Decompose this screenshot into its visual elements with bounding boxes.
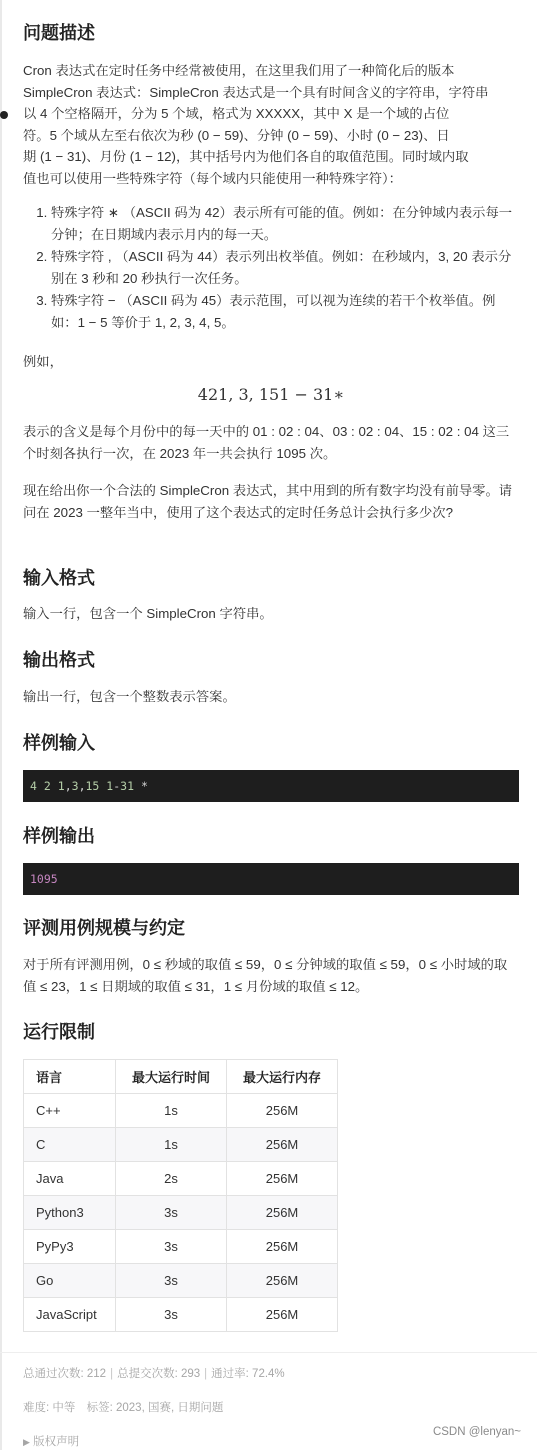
intro-line-3: 以 4 个空格隔开，分为 5 个域，格式为 XXXXX，其中 X 是一个域的占位	[23, 106, 450, 121]
caret-right-icon: ▶	[23, 1437, 30, 1447]
code-token: 1	[106, 779, 114, 793]
code-token: 4	[30, 779, 37, 793]
list-item: 1. 特殊字符 ∗ （ASCII 码为 42）表示所有可能的值。例如：在分钟域内表示每一分钟；在日期域内表示月内的每一天。	[51, 202, 521, 245]
special-char-list	[23, 202, 521, 334]
cell-time: 3s	[116, 1264, 227, 1298]
cell-language: C++	[24, 1094, 116, 1128]
cell-language: Python3	[24, 1196, 116, 1230]
example-math: 421, 3, 151 − 31∗	[197, 385, 345, 404]
cell-memory: 256M	[227, 1128, 338, 1162]
intro-line-1: Cron 表达式在定时任务中经常被使用，在这里我们用了一种简化后的版本	[23, 63, 455, 78]
output-format-text: 输出一行，包含一个整数表示答案。	[23, 689, 236, 704]
sample-output-title: 样例输出	[23, 826, 95, 846]
cell-memory: 256M	[227, 1094, 338, 1128]
cell-language: Java	[24, 1162, 116, 1196]
input-format-text: 输入一行，包含一个 SimpleCron 字符串。	[23, 606, 273, 621]
stat-passed: 总通过次数: 212	[23, 1368, 107, 1380]
constraints-text: 对于所有评测用例，0 ≤ 秒域的取值 ≤ 59，0 ≤ 分钟域的取值 ≤ 59，0 ≤ 小时域的取值 ≤ 23，1 ≤ 日期域的取值 ≤ 31，1 ≤ 月份域的取值 ≤ 12。	[23, 957, 508, 994]
table-row	[24, 1162, 338, 1196]
side-handle-dot[interactable]	[0, 111, 8, 119]
header-language: 语言	[24, 1060, 116, 1094]
copyright-label: 版权声明	[33, 1436, 80, 1448]
cell-memory: 256M	[227, 1162, 338, 1196]
difficulty-label: 难度: 中等	[23, 1402, 76, 1414]
sample-input-title: 样例输入	[23, 733, 95, 753]
tags-label[interactable]: 标签: 2023, 国赛, 日期问题	[86, 1402, 224, 1414]
cell-time: 1s	[116, 1128, 227, 1162]
code-token	[51, 779, 58, 793]
table-row	[24, 1264, 338, 1298]
constraints-title: 评测用例规模与约定	[23, 918, 185, 938]
stat-rate: 通过率: 72.4%	[211, 1368, 285, 1380]
limits-title: 运行限制	[23, 1022, 95, 1042]
intro-line-2: SimpleCron 表达式：SimpleCron 表达式是一个具有时间含义的字符串，字符串	[23, 84, 489, 100]
table-row	[24, 1196, 338, 1230]
cell-time: 1s	[116, 1094, 227, 1128]
code-token: 15	[85, 779, 100, 793]
list-item: 3. 特殊字符 − （ASCII 码为 45）表示范围，可以视为连续的若干个枚举值。例如：1 − 5 等价于 1, 2, 3, 4, 5。	[51, 290, 521, 333]
cell-time: 3s	[116, 1196, 227, 1230]
cell-memory: 256M	[227, 1196, 338, 1230]
cell-time: 3s	[116, 1230, 227, 1264]
table-row	[24, 1094, 338, 1128]
problem-intro	[23, 60, 519, 189]
code-token: *	[134, 779, 148, 793]
table-header-row	[24, 1060, 338, 1094]
code-token: ,	[78, 779, 86, 793]
copyright-toggle[interactable]	[23, 1433, 79, 1449]
cell-language: PyPy3	[24, 1230, 116, 1264]
intro-line-5: 期 (1 − 31)、月份 (1 − 12)，其中括号内为他们各自的取值范围。同时域内取	[23, 149, 469, 164]
problem-title: 问题描述	[23, 23, 95, 43]
cell-time: 3s	[116, 1298, 227, 1332]
intro-line-4: 符。5 个域从左至右依次为秒 (0 − 59)、分钟 (0 − 59)、小时 (0 − 23)、日	[23, 127, 450, 143]
footer-divider	[0, 1352, 537, 1353]
watermark: CSDN @lenyan~	[432, 1426, 521, 1438]
stat-submitted: 总提交次数: 293	[117, 1368, 201, 1380]
code-token: 1	[57, 779, 65, 793]
intro-line-6: 值也可以使用一些特殊字符（每个域内只能使用一种特殊字符）：	[23, 170, 402, 186]
sample-output-code-text: 1095	[30, 872, 58, 886]
code-token: 2	[43, 779, 51, 793]
problem-question: 现在给出你一个合法的 SimpleCron 表达式，其中用到的所有数字均没有前导零。请问在 2023 一整年当中，使用了这个表达式的定时任务总计会执行多少次?	[23, 483, 513, 520]
table-row	[24, 1230, 338, 1264]
example-explain: 表示的含义是每个月份中的每一天中的 01 : 02 : 04、03 : 02 : 04、15 : 02 : 04 这三个时刻各执行一次，在 2023 年一共会执行 1095 次。	[23, 424, 510, 461]
sample-input-code-text	[30, 779, 148, 793]
header-time: 最大运行时间	[116, 1060, 227, 1094]
output-format-title: 输出格式	[23, 650, 95, 670]
cell-language: C	[24, 1128, 116, 1162]
input-format-title: 输入格式	[23, 568, 95, 588]
example-label: 例如，	[23, 354, 63, 369]
cell-memory: 256M	[227, 1230, 338, 1264]
code-token: -	[113, 779, 121, 793]
sample-input-code[interactable]	[23, 770, 519, 802]
header-memory: 最大运行内存	[227, 1060, 338, 1094]
code-token: ,	[64, 779, 72, 793]
code-token	[37, 779, 44, 793]
cell-language: Go	[24, 1264, 116, 1298]
submission-stats: 总通过次数: 212 | 总提交次数: 293 | 通过率: 72.4%	[23, 1368, 285, 1380]
left-rail	[0, 0, 2, 1450]
table-row	[24, 1128, 338, 1162]
code-token: 3	[71, 779, 79, 793]
sample-output-code[interactable]	[23, 863, 519, 895]
limits-table	[23, 1059, 338, 1332]
code-token: 31	[120, 779, 135, 793]
cell-time: 2s	[116, 1162, 227, 1196]
table-row	[24, 1298, 338, 1332]
problem-meta	[23, 1399, 223, 1415]
cell-language: JavaScript	[24, 1298, 116, 1332]
cell-memory: 256M	[227, 1298, 338, 1332]
list-item: 2. 特殊字符 , （ASCII 码为 44）表示列出枚举值。例如：在秒域内，3, 20 表示分别在 3 秒和 20 秒执行一次任务。	[51, 246, 521, 289]
cell-memory: 256M	[227, 1264, 338, 1298]
